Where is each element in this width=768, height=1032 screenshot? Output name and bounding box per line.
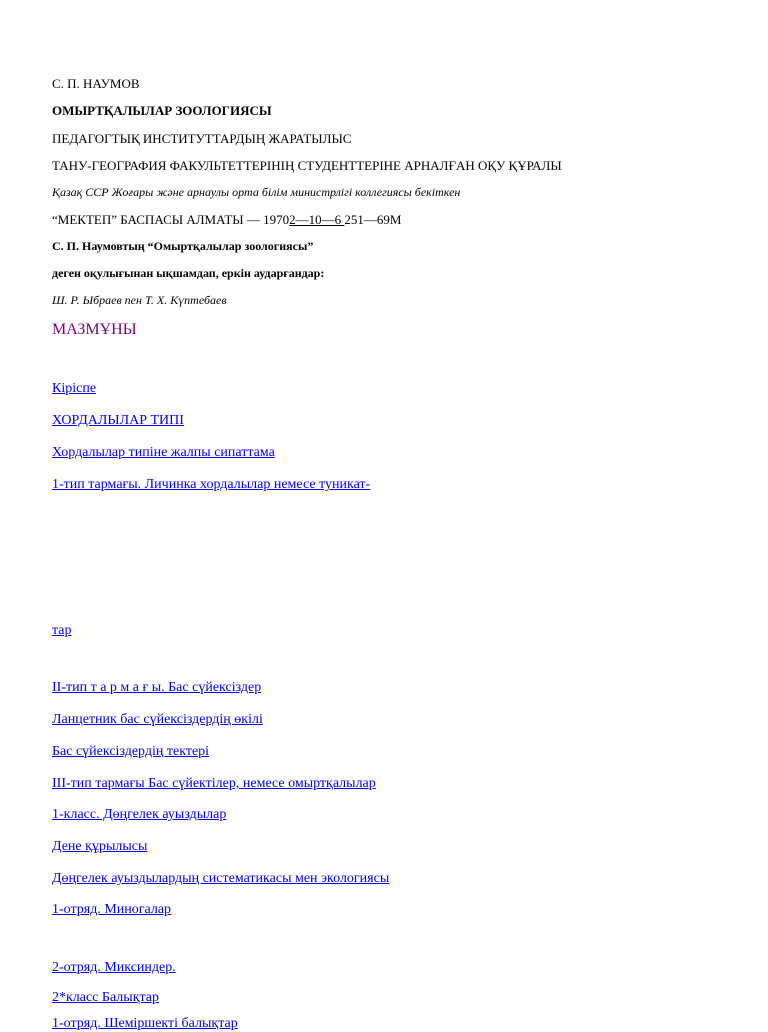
publisher-prefix: “МЕКТЕП” БАСПАСЫ АЛМАТЫ — 1970 bbox=[52, 212, 290, 227]
contents-heading: МАЗМҰНЫ bbox=[52, 321, 137, 338]
toc-link[interactable]: 2*класс Балықтар bbox=[52, 990, 160, 1005]
toc-link[interactable]: Бас сүйексіздердің тектері bbox=[52, 744, 210, 759]
credit-line-1: С. П. Наумовтың “Омыртқалылар зоологиясы” bbox=[52, 239, 314, 253]
toc-link[interactable]: тар bbox=[52, 623, 72, 638]
toc-link[interactable]: Хордалылар типіне жалпы сипаттама bbox=[52, 445, 275, 460]
toc-link[interactable]: ХОРДАЛЫЛАР ТИПІ bbox=[52, 413, 184, 428]
subtitle-line-1: ПЕДАГОГТЫҚ ИНСТИТУТТАРДЫҢ ЖАРАТЫЛЫС bbox=[52, 131, 352, 146]
translators: Ш. Р. Ыбраев пен Т. Х. Күптебаев bbox=[52, 293, 227, 307]
toc-link[interactable]: 1-класс. Дөңгелек ауыздылар bbox=[52, 807, 227, 822]
toc-link[interactable]: Дене құрылысы bbox=[52, 839, 148, 854]
publisher-code: 2—10—6 bbox=[289, 212, 345, 227]
book-title: ОМЫРТҚАЛЫЛАР ЗООЛОГИЯСЫ bbox=[52, 103, 272, 118]
toc-link[interactable]: 2-отряд. Миксиндер. bbox=[52, 960, 176, 975]
publisher-line bbox=[52, 212, 401, 228]
toc-link[interactable]: Ланцетник бас сүйексіздердің өкілі bbox=[52, 712, 263, 727]
toc-link[interactable]: ІІ-тип т а р м а ғ ы. Бас сүйексіздер bbox=[52, 680, 262, 695]
credit-line-2: деген оқулығынан ықшамдап, еркін аударғандар: bbox=[52, 266, 325, 280]
toc-link[interactable]: Кіріспе bbox=[52, 381, 97, 396]
toc-link[interactable]: 1-тип тармағы. Личинка хордалылар немесе туникат- bbox=[52, 477, 371, 492]
toc-link[interactable]: 1-отряд. Миногалар bbox=[52, 902, 172, 917]
subtitle-line-2: ТАНУ-ГЕОГРАФИЯ ФАКУЛЬТЕТТЕРІНІҢ СТУДЕНТТЕРІНЕ АРНАЛҒАН ОҚУ ҚҰРАЛЫ bbox=[52, 158, 562, 173]
author: С. П. НАУМОВ bbox=[52, 76, 140, 91]
toc-link[interactable]: Дөңгелек ауыздылардың систематикасы мен экологиясы bbox=[52, 871, 390, 886]
publisher-suffix: 251—69М bbox=[344, 212, 402, 227]
toc-link[interactable]: ІІІ-тип тармағы Бас сүйектілер, немесе омыртқалылар bbox=[52, 776, 376, 791]
toc-link[interactable]: 1-отряд. Шеміршекті балықтар bbox=[52, 1016, 238, 1031]
approval-note: Қазақ ССР Жоғары және арнаулы орта білім министрлігі коллегиясы бекіткен bbox=[52, 185, 461, 199]
